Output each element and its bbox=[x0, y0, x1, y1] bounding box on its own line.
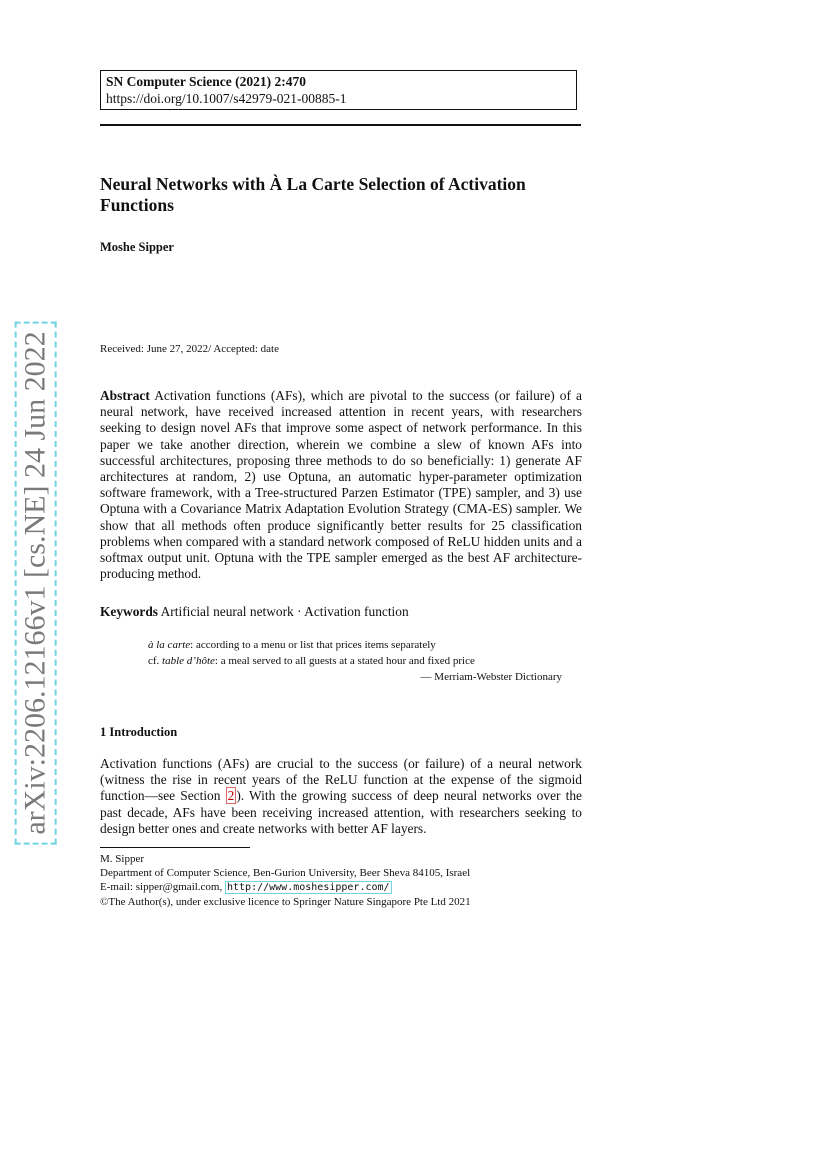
footnote-email: E-mail: sipper@gmail.com, bbox=[100, 881, 225, 893]
intro-text-2: ). With the growing success of deep neural networks over the past decade, AFs have been receiving increased attention, with researchers seeking to design better ones and create networks with better AF layers. bbox=[100, 788, 582, 836]
abstract bbox=[100, 388, 582, 582]
abstract-label: Abstract bbox=[100, 388, 150, 403]
keywords-label: Keywords bbox=[100, 604, 159, 619]
homepage-link[interactable]: http://www.moshesipper.com/ bbox=[227, 882, 390, 893]
footnote-name: M. Sipper bbox=[100, 853, 144, 865]
received-date: Received: June 27, 2022/ Accepted: date bbox=[100, 343, 279, 355]
paper-title: Neural Networks with À La Carte Selection of Activation Functions bbox=[100, 174, 526, 215]
section-heading: 1 Introduction bbox=[100, 725, 178, 739]
header-rule bbox=[100, 124, 581, 126]
journal-header-box bbox=[100, 70, 577, 110]
abstract-text: Activation functions (AFs), which are pivotal to the success (or failure) of a neural network, have received increased attention in recent years, with researchers seeking to design novel AFs that improve some aspect of network performance. In this paper we take another direction, wherein we combine a slew of known AFs into successful architectures, proposing three methods to do so beneficially: 1) generate AF architectures at random, 2) use Optuna, an automatic hyper-parameter optimization software framework, with a Tree-structured Parzen Estimator (TPE) sampler, and 3) use Optuna with a Covariance Matrix Adaptation Evolution Strategy (CMA-ES) sampler. We show that all methods often produce significantly better results for 25 classification problems when compared with a standard network composed of ReLU hidden units and a softmax output unit. Optuna with the TPE sampler emerged as the best AF architecture-producing method. bbox=[100, 388, 582, 582]
footnote bbox=[100, 852, 582, 909]
arxiv-identifier[interactable]: arXiv:2206.12166v1 [cs.NE] 24 Jun 2022 bbox=[15, 321, 57, 844]
intro-text-1: Activation functions (AFs) are crucial to the success (or failure) of a neural network (witness the rise in recent years of the ReLU function at the expense of the sigmoid function—see Section bbox=[100, 756, 582, 804]
footnote-affiliation: Department of Computer Science, Ben-Gurion University, Beer Sheva 84105, Israel bbox=[100, 867, 471, 879]
epigraph-source: — Merriam-Webster Dictionary bbox=[420, 671, 562, 683]
epigraph-term-2: table d’hôte bbox=[162, 655, 215, 667]
keywords-text: Artificial neural network · Activation function bbox=[160, 604, 409, 619]
arxiv-sidebar bbox=[14, 331, 58, 835]
epigraph-def-1: : according to a menu or list that prices items separately bbox=[190, 639, 436, 651]
epigraph-line-2 bbox=[148, 653, 562, 669]
epigraph-def-2: : a meal served to all guests at a stated hour and fixed price bbox=[214, 655, 475, 667]
epigraph bbox=[148, 637, 562, 685]
keywords bbox=[100, 604, 582, 620]
footnote-rule bbox=[100, 847, 250, 848]
epigraph-line-1 bbox=[148, 637, 562, 653]
epigraph-term-1: à la carte bbox=[148, 639, 191, 651]
footnote-contact bbox=[100, 880, 582, 895]
footnote-copyright: ©The Author(s), under exclusive licence to Springer Nature Singapore Pte Ltd 2021 bbox=[100, 896, 471, 908]
journal-title: SN Computer Science (2021) 2:470 bbox=[106, 74, 306, 89]
epigraph-prefix-2: cf. bbox=[148, 655, 163, 667]
intro-paragraph bbox=[100, 756, 582, 837]
section-reference-link[interactable]: 2 bbox=[227, 788, 235, 804]
paper-author: Moshe Sipper bbox=[100, 240, 174, 254]
journal-doi: https://doi.org/10.1007/s42979-021-00885-1 bbox=[106, 91, 347, 106]
